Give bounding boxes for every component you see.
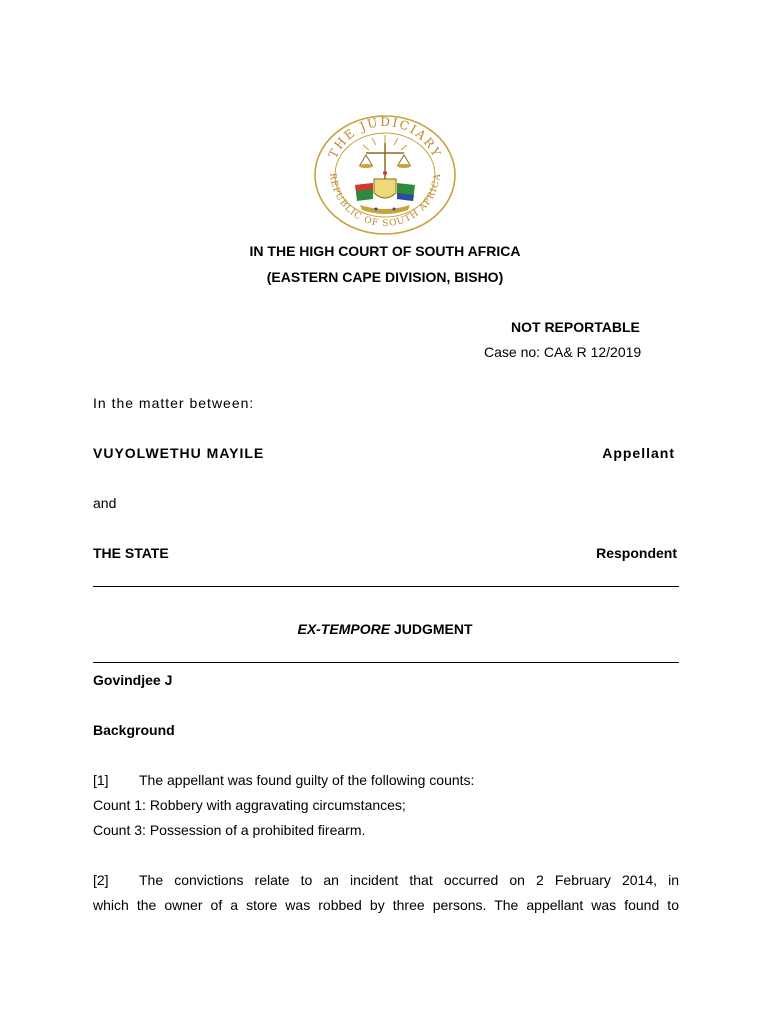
court-division: (EASTERN CAPE DIVISION, BISHO) <box>266 269 504 285</box>
matter-intro: In the matter between: <box>93 395 255 411</box>
conjunction-and: and <box>93 495 117 511</box>
paragraph-number: [1] <box>93 772 109 788</box>
judiciary-seal-logo <box>310 113 460 238</box>
paragraph-text: The convictions relate to an incident that occurred on 2 February 2014, in <box>139 872 679 888</box>
section-heading: Background <box>93 722 175 738</box>
paragraph-line: Count 3: Possession of a prohibited firearm. <box>93 822 366 838</box>
seal-text-bottom: REPUBLIC OF SOUTH AFRICA <box>326 172 444 230</box>
judge-name: Govindjee J <box>93 672 173 688</box>
paragraph-1-first-line <box>93 768 679 793</box>
divider-bottom <box>93 662 679 663</box>
paragraph-text: The appellant was found guilty of the following counts: <box>139 772 475 788</box>
case-number: Case no: CA& R 12/2019 <box>484 344 642 360</box>
judgment-title <box>0 621 770 637</box>
judgment-title-italic: EX-TEMPORE <box>297 621 391 637</box>
paragraph-1 <box>93 768 679 843</box>
paragraph-2-first-line <box>93 868 679 893</box>
paragraph-number: [2] <box>93 872 109 888</box>
appellant-name: VUYOLWETHU MAYILE <box>93 445 265 461</box>
judgment-title-rest: JUDGMENT <box>390 621 473 637</box>
seal-text-top: THE JUDICIARY <box>325 114 445 161</box>
paragraph-2 <box>93 868 679 918</box>
paragraph-line: Count 1: Robbery with aggravating circumstances; <box>93 797 406 813</box>
divider-top <box>93 586 679 587</box>
respondent-role: Respondent <box>596 545 677 561</box>
paragraph-line: which the owner of a store was robbed by three persons. The appellant was found to <box>93 897 679 913</box>
court-name: IN THE HIGH COURT OF SOUTH AFRICA <box>249 243 521 259</box>
respondent-name: THE STATE <box>93 545 169 561</box>
reportable-status: NOT REPORTABLE <box>511 319 640 335</box>
appellant-role: Appellant <box>602 445 675 461</box>
